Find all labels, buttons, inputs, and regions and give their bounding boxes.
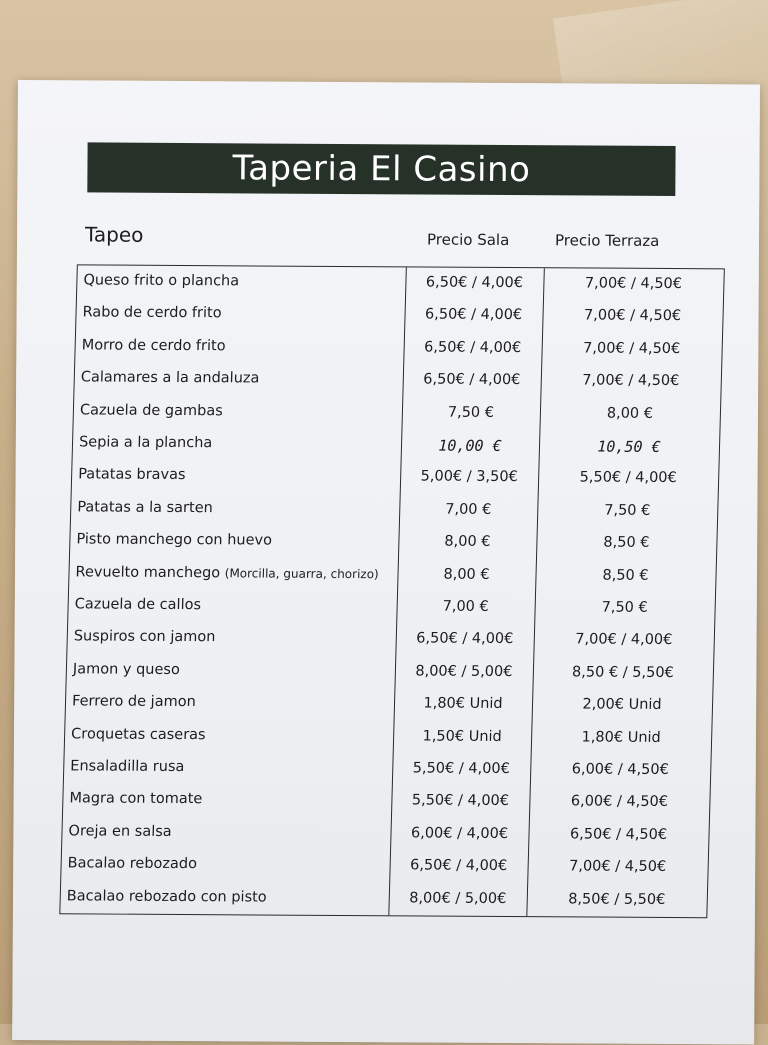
menu-row [66, 688, 713, 722]
item-name [67, 888, 267, 905]
item-name-text: Cazuela de callos [74, 596, 202, 614]
price-sala: 8,00€ / 5,00€ [415, 663, 513, 680]
item-name-text: Suspiros con jamon [73, 628, 216, 646]
menu-row [70, 527, 717, 561]
item-name-text: Magra con tomate [69, 790, 203, 808]
menu-row [73, 397, 720, 431]
menu-row [71, 494, 718, 528]
price-terraza: 7,50 € [604, 502, 651, 519]
menu-row [62, 818, 709, 852]
price-terraza: 1,80€ Unid [581, 729, 661, 746]
item-name-text: Revuelto manchego [75, 563, 221, 581]
menu-row [65, 721, 712, 755]
price-terraza: 7,00€ / 4,00€ [575, 631, 673, 649]
item-name [72, 694, 196, 711]
menu-row [67, 624, 714, 658]
item-name [78, 467, 186, 484]
column-header-terraza: Precio Terraza [554, 231, 660, 250]
item-name [76, 532, 272, 549]
item-name [82, 305, 221, 322]
price-terraza: 10,50 € [597, 437, 661, 456]
price-terraza: 7,00€ / 4,50€ [582, 340, 681, 357]
price-sala: 10,00 € [438, 436, 502, 455]
item-name-text: Calamares a la andaluza [80, 369, 260, 387]
item-name-text: Ferrero de jamon [71, 693, 196, 711]
item-name [81, 370, 260, 387]
item-name [73, 661, 180, 678]
item-name [71, 726, 206, 743]
menu-row [64, 753, 711, 787]
item-name-text: Patatas bravas [77, 466, 186, 484]
item-name-text: Bacalao rebozado con pisto [66, 887, 267, 906]
menu-row [73, 429, 720, 463]
price-sala: 1,50€ Unid [422, 728, 502, 745]
price-sala: 6,50€ / 4,00€ [424, 306, 523, 324]
item-name [81, 337, 225, 354]
title-banner [87, 142, 675, 196]
column-divider [526, 268, 545, 916]
item-name-text: Morro de cerdo frito [81, 337, 226, 355]
item-name [69, 791, 202, 808]
menu-row [74, 365, 721, 399]
menu-row [77, 267, 724, 301]
price-table [59, 264, 725, 918]
price-sala: 6,00€ / 4,00€ [410, 825, 509, 842]
menu-row [66, 656, 713, 690]
price-terraza: 6,50€ / 4,50€ [569, 826, 668, 843]
price-terraza: 6,00€ / 4,50€ [571, 761, 670, 778]
column-divider [388, 267, 407, 915]
price-sala: 6,50€ / 4,00€ [409, 857, 508, 875]
item-note: (Morcilla, guarra, chorizo) [224, 565, 379, 581]
menu-row [69, 559, 716, 593]
price-terraza: 5,50€ / 4,00€ [579, 469, 677, 487]
menu-row [61, 850, 708, 884]
item-name-text: Ensaladilla rusa [70, 758, 185, 776]
price-terraza: 6,00€ / 4,50€ [570, 793, 669, 811]
item-name [83, 272, 239, 289]
item-name [77, 499, 213, 516]
price-terraza: 8,50 € [603, 534, 650, 552]
section-label: Tapeo [84, 222, 144, 247]
item-name [80, 402, 223, 419]
item-name-text: Jamon y queso [72, 661, 181, 678]
column-header-sala: Precio Sala [426, 230, 510, 250]
item-name-text: Oreja en salsa [68, 823, 172, 840]
menu-row [68, 591, 715, 625]
price-sala: 7,00 € [445, 501, 492, 518]
item-name-text: Patatas a la sarten [77, 499, 214, 516]
item-name [74, 629, 216, 646]
price-sala: 6,50€ / 4,00€ [423, 339, 522, 356]
price-sala: 1,80€ Unid [423, 695, 503, 713]
price-sala: 6,50€ / 4,00€ [416, 630, 514, 648]
price-terraza: 7,00€ / 4,50€ [582, 372, 680, 390]
price-terraza: 2,00€ Unid [582, 696, 662, 714]
item-name [70, 758, 185, 775]
menu-row [72, 462, 719, 496]
menu-row [63, 786, 710, 820]
menu-sheet [12, 80, 760, 1045]
item-name [68, 823, 172, 840]
item-name-text: Croquetas caseras [70, 725, 206, 743]
menu-row [76, 300, 723, 334]
price-terraza: 7,00€ / 4,50€ [583, 307, 682, 325]
price-sala: 6,50€ / 4,00€ [425, 274, 524, 292]
price-terraza: 8,50€ / 5,50€ [567, 890, 666, 908]
menu-title: Taperia El Casino [232, 148, 531, 191]
item-name [79, 434, 213, 451]
item-name [74, 596, 201, 613]
item-name-text: Rabo de cerdo frito [82, 304, 222, 322]
item-name-text: Queso frito o plancha [83, 272, 240, 290]
price-sala: 7,00 € [442, 598, 489, 615]
price-terraza: 8,50 € / 5,50€ [571, 664, 674, 681]
price-sala: 8,00 € [444, 533, 491, 551]
price-sala: 8,00 € [443, 566, 490, 583]
item-name [67, 856, 197, 873]
menu-row [60, 883, 707, 917]
price-terraza: 7,50 € [601, 599, 648, 616]
price-terraza: 7,00€ / 4,50€ [584, 275, 683, 293]
menu-row [75, 332, 722, 366]
item-name-text: Pisto manchego con huevo [76, 531, 273, 549]
price-sala: 5,50€ / 4,00€ [412, 760, 511, 778]
price-terraza: 8,00 € [606, 405, 654, 422]
price-terraza: 8,50 € [602, 567, 649, 584]
item-name-text: Sepia a la plancha [78, 434, 213, 452]
price-terraza: 7,00€ / 4,50€ [568, 858, 667, 876]
price-sala: 7,50 € [447, 404, 495, 421]
item-name [75, 564, 379, 582]
price-sala: 5,00€ / 3,50€ [420, 468, 518, 486]
price-sala: 6,50€ / 4,00€ [423, 371, 521, 389]
item-name-text: Bacalao rebozado [67, 855, 198, 873]
price-sala: 8,00€ / 5,00€ [409, 890, 507, 907]
price-sala: 5,50€ / 4,00€ [411, 792, 510, 810]
item-name-text: Cazuela de gambas [79, 401, 224, 419]
